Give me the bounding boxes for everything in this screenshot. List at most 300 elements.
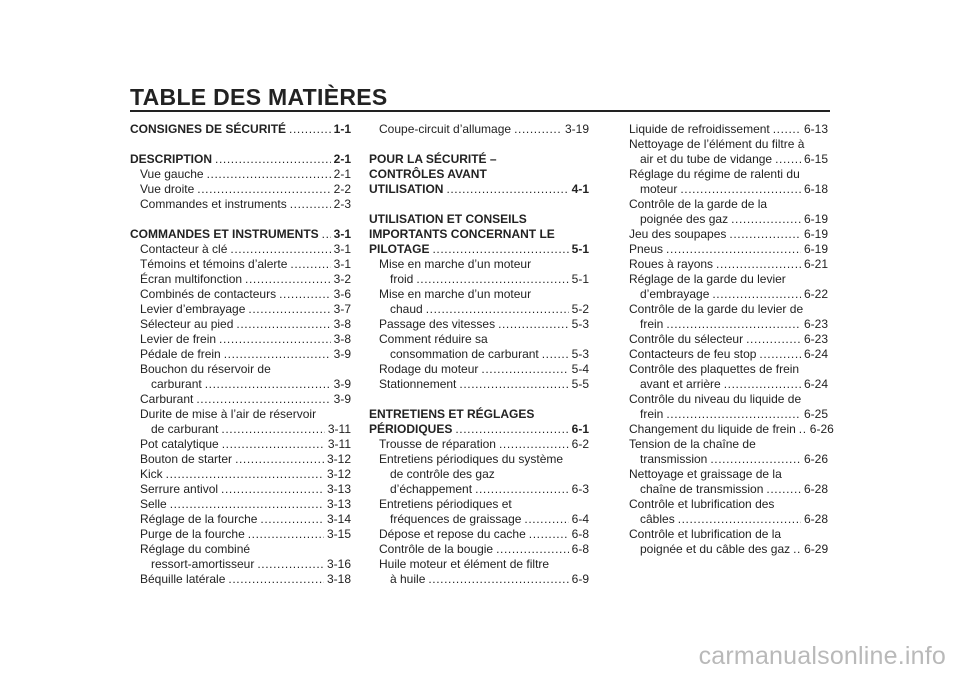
toc-line (130, 497, 351, 512)
toc-entry (369, 122, 589, 137)
toc-line (130, 317, 351, 332)
toc-section (130, 122, 351, 137)
toc-entry (130, 167, 351, 182)
toc-line (130, 227, 351, 242)
toc-entry-title: câbles (640, 512, 675, 526)
toc-entry-title: Passage des vitesses (379, 317, 496, 331)
toc-line (130, 182, 351, 197)
toc-page-number: 6-8 (571, 542, 589, 556)
toc-page-number: 6-26 (803, 452, 828, 466)
toc-page-number: 3-12 (326, 467, 351, 481)
leader-dots (205, 377, 331, 392)
leader-dots (529, 527, 569, 542)
toc-entry-title: Serrure antivol (140, 482, 219, 496)
toc-entry (619, 362, 828, 392)
toc-entry-title: ressort-amortisseur (151, 557, 255, 571)
toc-entry-title: Pot catalytique (140, 437, 219, 451)
toc-entry-title: Roues à rayons (629, 257, 714, 271)
toc-section (130, 227, 351, 242)
toc-entry-title: Réglage de la fourche (140, 512, 258, 526)
toc-line (369, 182, 589, 197)
toc-entry (130, 197, 351, 212)
toc-entry-title: frein (640, 407, 664, 421)
toc-line (619, 407, 828, 422)
toc-line (619, 437, 828, 452)
toc-line (130, 167, 351, 182)
toc-entry-title: Levier de frein (140, 332, 217, 346)
toc-line (619, 362, 828, 377)
toc-page-number: 6-24 (803, 377, 828, 391)
toc-entry-title: avant et arrière (640, 377, 721, 391)
toc-line (130, 422, 351, 437)
toc-line (369, 317, 589, 332)
toc-entry-title: UTILISATION (369, 182, 444, 196)
toc-line (369, 437, 589, 452)
toc-page-number: 5-5 (571, 377, 589, 391)
title-rule (130, 110, 830, 112)
toc-line (130, 347, 351, 362)
toc-line (619, 332, 828, 347)
toc-entry-title: CONSIGNES DE SÉCURITÉ (130, 122, 287, 136)
leader-dots (481, 362, 568, 377)
toc-line (369, 212, 589, 227)
toc-entry-title: Huile moteur et élément de filtre (379, 557, 550, 571)
leader-dots (196, 392, 330, 407)
toc-page-number: 6-19 (803, 227, 828, 241)
toc-page-number: 2-2 (333, 182, 351, 196)
toc-line (619, 182, 828, 197)
leader-dots (666, 407, 801, 422)
toc-page-number: 6-24 (803, 347, 828, 361)
toc-line (619, 452, 828, 467)
toc-line (130, 482, 351, 497)
toc-page-number: 6-23 (803, 317, 828, 331)
toc-page-number: 6-19 (803, 242, 828, 256)
toc-line (369, 422, 589, 437)
toc-entry-title: carburant (151, 377, 202, 391)
leader-dots (289, 122, 331, 137)
toc-line (130, 242, 351, 257)
toc-line (130, 527, 351, 542)
leader-dots (459, 377, 568, 392)
toc-entry-title: Béquille latérale (140, 572, 226, 586)
toc-entry-title: Réglage de la garde du levier (629, 272, 786, 286)
toc-entry-title: Tension de la chaîne de (629, 437, 756, 451)
toc-page-number: 3-2 (333, 272, 351, 286)
leader-dots (731, 212, 801, 227)
toc-entry (619, 167, 828, 197)
toc-entry (369, 287, 589, 317)
toc-line (130, 122, 351, 137)
toc-page-number: 6-13 (803, 122, 828, 136)
toc-entry-title: Réglage du combiné (140, 542, 251, 556)
toc-line (130, 272, 351, 287)
toc-entry-title: de contrôle des gaz (390, 467, 495, 481)
toc-line (619, 227, 828, 242)
toc-entry-title: Réglage du régime de ralenti du (629, 167, 800, 181)
leader-dots (260, 512, 324, 527)
toc-entry-title: Contacteurs de feu stop (629, 347, 757, 361)
leader-dots (455, 422, 568, 437)
toc-entry (130, 317, 351, 332)
toc-line (619, 377, 828, 392)
leader-dots (230, 242, 330, 257)
toc-entry-title: Entretiens périodiques du système (379, 452, 564, 466)
toc-page-number: 3-1 (333, 242, 351, 256)
toc-page-number: 3-15 (326, 527, 351, 541)
toc-entry-title: IMPORTANTS CONCERNANT LE (369, 227, 555, 241)
toc-line (369, 497, 589, 512)
toc-entry (130, 407, 351, 437)
toc-line (369, 167, 589, 182)
toc-page-number: 3-6 (333, 287, 351, 301)
toc-entry-title: PÉRIODIQUES (369, 422, 453, 436)
toc-entry-title: Contrôle de la garde de la (629, 197, 768, 211)
leader-dots (499, 437, 569, 452)
toc-entry-title: Contrôle et lubrification de la (629, 527, 782, 541)
toc-line (130, 332, 351, 347)
toc-entry-title: Mise en marche d’un moteur (379, 287, 532, 301)
toc-entry-title: Contrôle de la garde du levier de (629, 302, 804, 316)
toc-line (369, 332, 589, 347)
toc-page-number: 3-11 (327, 422, 351, 436)
toc-entry (130, 347, 351, 362)
toc-line (369, 227, 589, 242)
leader-dots (228, 572, 324, 587)
leader-dots (428, 572, 568, 587)
toc-entry-title: ENTRETIENS ET RÉGLAGES (369, 407, 535, 421)
toc-line (619, 422, 834, 437)
toc-line (619, 392, 828, 407)
leader-dots (235, 452, 324, 467)
toc-page-number: 6-3 (571, 482, 589, 496)
leader-dots (207, 167, 331, 182)
toc-entry (369, 377, 589, 392)
toc-entry-title: Purge de la fourche (140, 527, 245, 541)
leader-dots (432, 242, 568, 257)
toc-page-number: 3-9 (333, 347, 351, 361)
leader-dots (712, 287, 801, 302)
toc-entry-title: transmission (640, 452, 708, 466)
toc-page-number: 3-13 (326, 482, 351, 496)
toc-entry (369, 257, 589, 287)
toc-entry-title: Bouton de starter (140, 452, 233, 466)
leader-dots (236, 317, 330, 332)
leader-dots (793, 542, 801, 557)
leader-dots (416, 272, 568, 287)
leader-dots (716, 257, 801, 272)
toc-page-number: 2-3 (333, 197, 351, 211)
toc-page-number: 6-25 (803, 407, 828, 421)
toc-line (369, 272, 589, 287)
toc-section (369, 407, 589, 437)
toc-entry-title: Commandes et instruments (140, 197, 287, 211)
toc-line (619, 512, 828, 527)
toc-page-number: 1-1 (333, 122, 351, 136)
toc-entry-title: Liquide de refroidissement (629, 122, 770, 136)
page-title: TABLE DES MATIÈRES (130, 84, 388, 110)
toc-entry (619, 197, 828, 227)
toc-entry (130, 527, 351, 542)
toc-entry (130, 257, 351, 272)
toc-entry-title: POUR LA SÉCURITÉ – (369, 152, 497, 166)
toc-entry-title: Kick (140, 467, 163, 481)
toc-entry-title: PILOTAGE (369, 242, 430, 256)
toc-page-number: 6-21 (803, 257, 828, 271)
leader-dots (542, 347, 569, 362)
toc-line (130, 437, 351, 452)
leader-dots (166, 467, 324, 482)
leader-dots (678, 512, 801, 527)
toc-entry (130, 272, 351, 287)
toc-line (369, 302, 589, 317)
toc-column-2 (369, 122, 589, 587)
leader-dots (496, 542, 569, 557)
toc-entry-title: Carburant (140, 392, 194, 406)
toc-entry-title: Pneus (629, 242, 664, 256)
toc-page-number: 4-1 (571, 182, 589, 196)
toc-entry (619, 347, 828, 362)
toc-page-number: 6-28 (803, 512, 828, 526)
toc-entry (130, 302, 351, 317)
toc-line (619, 152, 828, 167)
toc-entry (619, 227, 828, 242)
leader-dots (426, 302, 569, 317)
toc-entry-title: froid (390, 272, 414, 286)
toc-line (619, 302, 828, 317)
toc-entry-title: de carburant (151, 422, 219, 436)
toc-page-number: 3-8 (333, 317, 351, 331)
toc-line (619, 542, 828, 557)
toc-page-number: 5-1 (571, 242, 589, 256)
leader-dots (224, 347, 331, 362)
leader-dots (498, 317, 569, 332)
toc-line (130, 452, 351, 467)
toc-entry-title: consommation de carburant (390, 347, 539, 361)
leader-dots (773, 122, 801, 137)
toc-entry (130, 482, 351, 497)
toc-page-number: 3-18 (326, 572, 351, 586)
leader-dots (724, 377, 801, 392)
leader-dots (746, 332, 801, 347)
toc-entry (130, 497, 351, 512)
toc-line (619, 122, 828, 137)
toc-entry-title: Entretiens périodiques et (379, 497, 512, 511)
leader-dots (215, 152, 331, 167)
toc-entry (619, 137, 828, 167)
toc-entry (130, 332, 351, 347)
toc-entry-title: DESCRIPTION (130, 152, 213, 166)
toc-page-number: 5-3 (571, 347, 589, 361)
toc-page-number: 6-15 (803, 152, 828, 166)
toc-section (130, 152, 351, 167)
leader-dots (775, 152, 801, 167)
toc-entry-title: Nettoyage de l’élément du filtre à (629, 137, 805, 151)
toc-page-number: 6-1 (571, 422, 589, 436)
toc-entry-title: moteur (640, 182, 678, 196)
leader-dots (170, 497, 324, 512)
toc-line (369, 542, 589, 557)
toc-page-number: 2-1 (333, 167, 351, 181)
toc-page-number: 2-1 (333, 152, 351, 166)
toc-page-number: 6-4 (571, 512, 589, 526)
toc-entry (619, 272, 828, 302)
toc-page-number: 3-12 (326, 452, 351, 466)
toc-entry (369, 542, 589, 557)
toc-line (619, 482, 828, 497)
toc-entry-title: chaud (390, 302, 423, 316)
toc-entry (619, 467, 828, 497)
toc-entry-title: Bouchon du réservoir de (140, 362, 271, 376)
leader-dots (766, 482, 801, 497)
toc-page-number: 6-28 (803, 482, 828, 496)
toc-page-number: 5-2 (571, 302, 589, 316)
toc-line (130, 377, 351, 392)
toc-entry-title: Vue gauche (140, 167, 204, 181)
toc-entry-title: Jeu des soupapes (629, 227, 727, 241)
toc-entry-title: Rodage du moteur (379, 362, 479, 376)
toc-entry-title: Contrôle du sélecteur (629, 332, 744, 346)
leader-dots (248, 302, 330, 317)
toc-entry-title: Contrôle de la bougie (379, 542, 494, 556)
toc-entry (619, 332, 828, 347)
toc-page-number: 6-23 (803, 332, 828, 346)
toc-line (369, 362, 589, 377)
toc-line (369, 527, 589, 542)
toc-entry (369, 332, 589, 362)
toc-entry-title: Écran multifonction (140, 272, 243, 286)
leader-dots (666, 242, 801, 257)
toc-entry (369, 437, 589, 452)
toc-page-number: 6-29 (804, 542, 829, 556)
toc-page-number: 3-13 (326, 497, 351, 511)
leader-dots (279, 287, 331, 302)
toc-line (369, 572, 589, 587)
toc-line (619, 137, 828, 152)
toc-line (130, 512, 351, 527)
toc-line (130, 197, 351, 212)
toc-line (369, 287, 589, 302)
leader-dots (322, 227, 331, 242)
toc-entry-title: Changement du liquide de frein (629, 422, 796, 436)
toc-line (619, 317, 828, 332)
toc-entry-title: Contrôle des plaquettes de frein (629, 362, 800, 376)
toc-page-number: 3-14 (326, 512, 351, 526)
toc-entry-title: à huile (390, 572, 426, 586)
toc-entry (369, 362, 589, 377)
toc-entry (619, 122, 828, 137)
leader-dots (680, 182, 801, 197)
toc-page-number: 6-19 (803, 212, 828, 226)
toc-entry-title: Stationnement (379, 377, 457, 391)
toc-section (369, 152, 589, 197)
toc-entry (369, 452, 589, 497)
leader-dots (219, 332, 331, 347)
leader-dots (514, 122, 562, 137)
toc-line (369, 467, 589, 482)
toc-entry (130, 437, 351, 452)
toc-line (130, 392, 351, 407)
toc-entry-title: Témoins et témoins d’alerte (140, 257, 288, 271)
toc-entry (619, 497, 828, 527)
toc-page-number: 6-26 (809, 422, 834, 436)
toc-entry (619, 422, 834, 437)
toc-line (619, 212, 828, 227)
toc-page-number: 3-7 (333, 302, 351, 316)
toc-entry (130, 392, 351, 407)
toc-page-number: 3-11 (327, 437, 351, 451)
leader-dots (290, 257, 330, 272)
toc-entry-title: Coupe-circuit d’allumage (379, 122, 512, 136)
toc-page-number: 3-1 (333, 257, 351, 271)
toc-line (369, 122, 589, 137)
toc-page-number: 3-8 (333, 332, 351, 346)
toc-entry-title: Dépose et repose du cache (379, 527, 526, 541)
toc-line (130, 557, 351, 572)
toc-page-number: 3-19 (564, 122, 589, 136)
toc-line (130, 407, 351, 422)
toc-entry-title: Contacteur à clé (140, 242, 228, 256)
toc-entry (130, 572, 351, 587)
toc-line (619, 287, 828, 302)
toc-entry-title: Comment réduire sa (379, 332, 488, 346)
toc-entry-title: Selle (140, 497, 167, 511)
toc-line (369, 242, 589, 257)
leader-dots (524, 512, 568, 527)
watermark: carmanualsonline.info (698, 642, 946, 670)
toc-line (619, 347, 828, 362)
toc-line (369, 257, 589, 272)
toc-entry-title: Contrôle et lubrification des (629, 497, 775, 511)
leader-dots (245, 272, 331, 287)
toc-line (369, 452, 589, 467)
toc-line (619, 527, 828, 542)
leader-dots (666, 317, 801, 332)
toc-line (130, 362, 351, 377)
toc-entry (130, 452, 351, 467)
toc-line (130, 467, 351, 482)
toc-entry-title: Combinés de contacteurs (140, 287, 277, 301)
toc-entry (130, 542, 351, 572)
toc-entry (369, 317, 589, 332)
toc-line (369, 557, 589, 572)
toc-entry-title: COMMANDES ET INSTRUMENTS (130, 227, 319, 241)
toc-page-number: 3-9 (333, 377, 351, 391)
toc-page-number: 6-18 (803, 182, 828, 196)
toc-entry-title: poignée et du câble des gaz (640, 542, 791, 556)
toc-line (369, 377, 589, 392)
toc-entry-title: frein (640, 317, 664, 331)
toc-entry-title: Contrôle du niveau du liquide de (629, 392, 802, 406)
toc-line (619, 167, 828, 182)
toc-entry (130, 242, 351, 257)
toc-entry (369, 527, 589, 542)
toc-entry-title: Vue droite (140, 182, 195, 196)
leader-dots (257, 557, 324, 572)
toc-entry-title: fréquences de graissage (390, 512, 522, 526)
toc-entry-title: CONTRÔLES AVANT (369, 167, 487, 181)
toc-entry-title: Pédale de frein (140, 347, 221, 361)
leader-dots (221, 422, 324, 437)
leader-dots (248, 527, 324, 542)
toc-line (130, 287, 351, 302)
leader-dots (222, 437, 325, 452)
toc-entry-title: d’embrayage (640, 287, 710, 301)
leader-dots (799, 422, 807, 437)
toc-entry (619, 302, 828, 332)
toc-entry-title: d’échappement (390, 482, 473, 496)
toc-entry (619, 257, 828, 272)
